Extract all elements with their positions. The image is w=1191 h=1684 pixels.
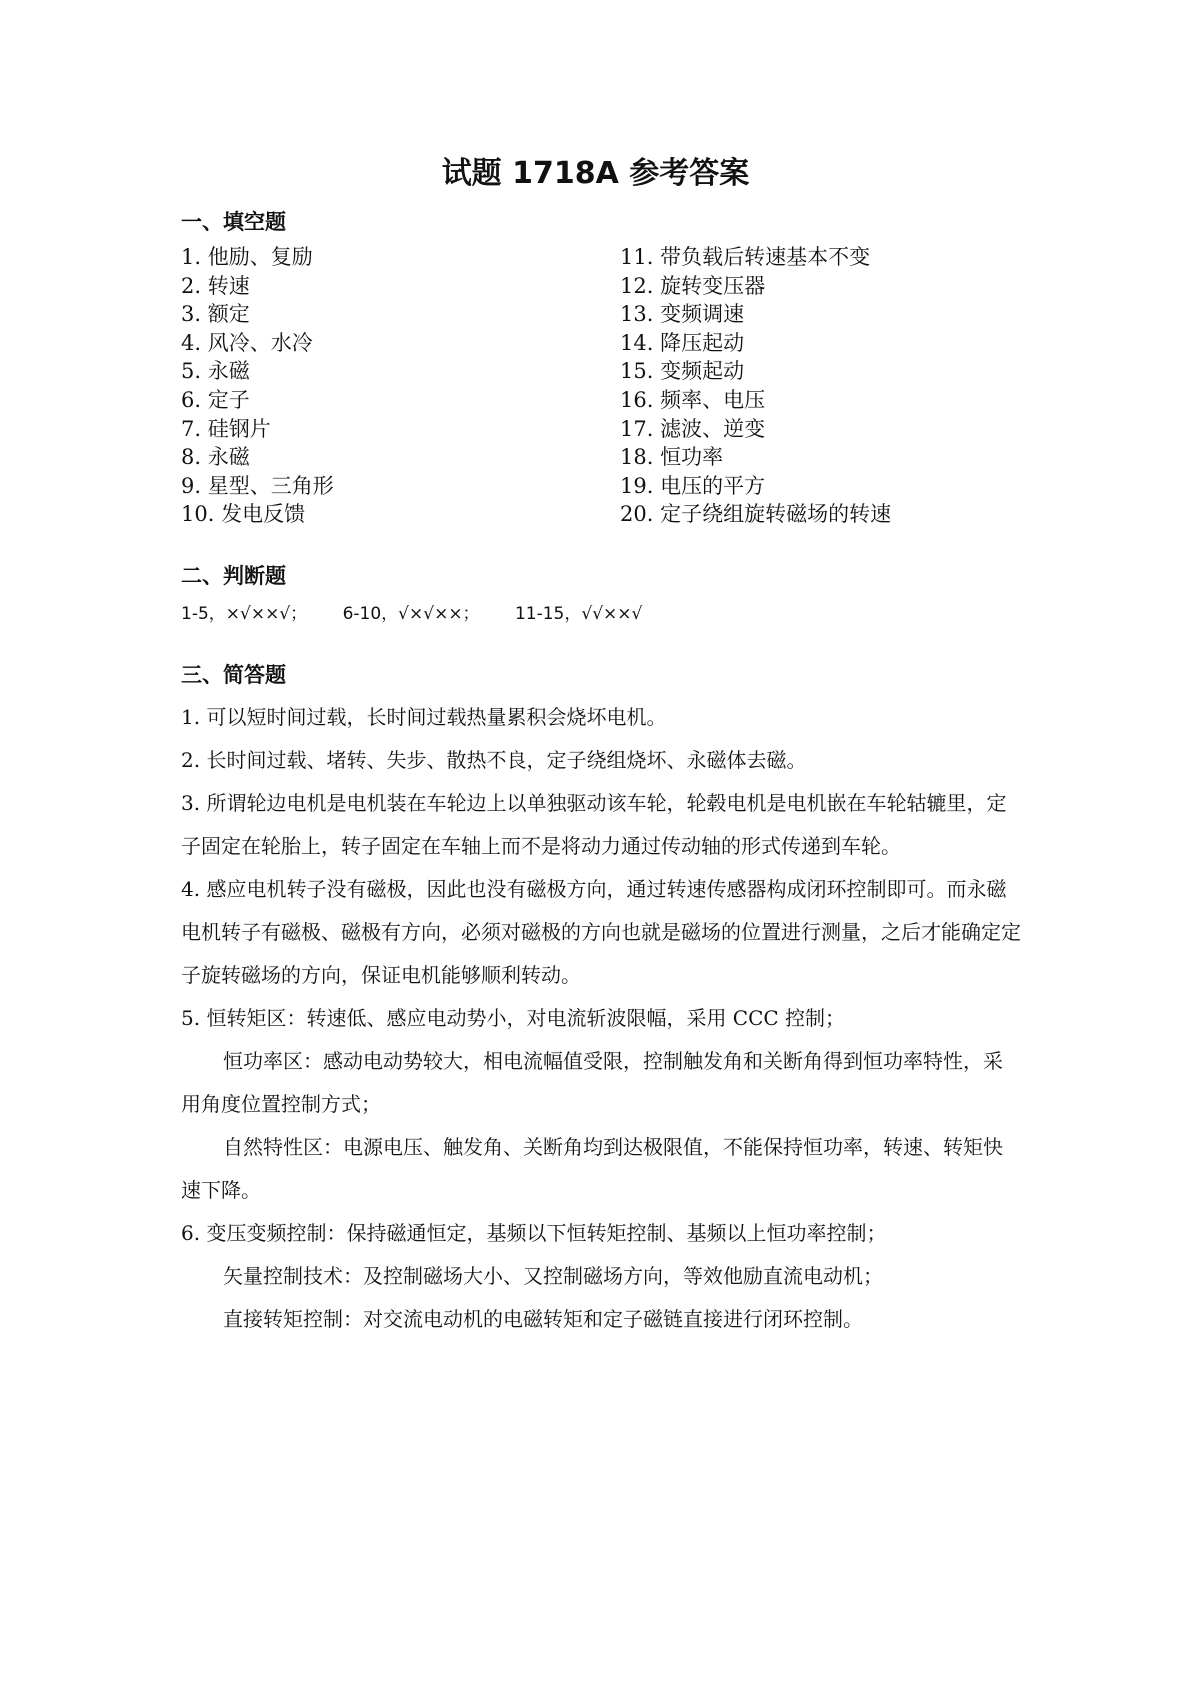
section-heading-true-false: 二、判断题 [181,564,286,588]
short-answer-body [181,696,1021,1341]
fill-in-answer-19: 19. 电压的平方 [620,473,766,498]
fill-in-answer-7: 7. 硅钢片 [181,416,271,441]
fill-in-answer-15: 15. 变频起动 [620,359,745,384]
fill-in-answers-left-column [181,243,334,529]
section-heading-fill-in: 一、填空题 [181,210,286,234]
short-answer-4: 4. 感应电机转子没有磁极，因此也没有磁极方向，通过转速传感器构成闭环控制即可。而永磁电机转子有磁极、磁极有方向，必须对磁极的方向也就是磁场的位置进行测量，之后才能确定定子旋转磁场的方向，保证电机能够顺利转动。 [181,877,1021,987]
fill-in-answer-13: 13. 变频调速 [620,302,745,327]
fill-in-answer-16: 16. 频率、电压 [620,387,766,412]
fill-in-answers-right-column [620,243,891,529]
short-answer-2: 2. 长时间过载、堵转、失步、散热不良，定子绕组烧坏、永磁体去磁。 [181,748,807,772]
short-answer-5-natural-characteristic: 自然特性区：电源电压、触发角、关断角均到达极限值，不能保持恒功率，转速、转矩快速下降。 [181,1135,1003,1202]
short-answer-6-direct-torque: 直接转矩控制：对交流电动机的电磁转矩和定子磁链直接进行闭环控制。 [223,1307,863,1331]
fill-in-answer-17: 17. 滤波、逆变 [620,416,766,441]
short-answer-5-constant-torque: 5. 恒转矩区：转速低、感应电动势小，对电流斩波限幅，采用 CCC 控制； [181,1006,846,1030]
fill-in-answer-3: 3. 额定 [181,302,250,327]
fill-in-answer-8: 8. 永磁 [181,445,250,470]
fill-in-answer-5: 5. 永磁 [181,359,250,384]
fill-in-answer-2: 2. 转速 [181,273,250,298]
true-false-group-6-10: 6-10，√×√××； [342,604,480,624]
short-answer-3: 3. 所谓轮边电机是电机装在车轮边上以单独驱动该车轮，轮毂电机是电机嵌在车轮轱辘里，定子固定在轮胎上，转子固定在车轴上而不是将动力通过传动轴的形式传递到车轮。 [181,791,1007,858]
fill-in-answer-10: 10. 发电反馈 [181,502,306,527]
fill-in-answer-4: 4. 风冷、水冷 [181,330,313,355]
short-answer-1: 1. 可以短时间过载，长时间过载热量累积会烧坏电机。 [181,705,667,729]
short-answer-5-constant-power: 恒功率区：感动电动势较大，相电流幅值受限，控制触发角和关断角得到恒功率特性，采用角度位置控制方式； [181,1049,1003,1116]
short-answer-6-vvvf: 6. 变压变频控制：保持磁通恒定，基频以下恒转矩控制、基频以上恒功率控制； [181,1221,887,1245]
true-false-answers [181,600,672,628]
fill-in-answer-1: 1. 他励、复励 [181,245,313,269]
true-false-group-11-15: 11-15，√√××√ [514,604,643,624]
fill-in-answer-14: 14. 降压起动 [620,330,745,355]
fill-in-answer-20: 20. 定子绕组旋转磁场的转速 [620,502,892,527]
page-title: 试题 1718A 参考答案 [441,156,750,191]
fill-in-answer-9: 9. 星型、三角形 [181,473,334,498]
fill-in-answer-11: 11. 带负载后转速基本不变 [620,245,871,269]
fill-in-answer-18: 18. 恒功率 [620,445,724,470]
section-heading-short-answer: 三、简答题 [181,663,286,687]
fill-in-answer-6: 6. 定子 [181,387,250,412]
true-false-group-1-5: 1-5，×√××√； [181,604,308,624]
fill-in-answer-12: 12. 旋转变压器 [620,273,766,298]
short-answer-6-vector-control: 矢量控制技术：及控制磁场大小、又控制磁场方向，等效他励直流电动机； [223,1264,883,1288]
